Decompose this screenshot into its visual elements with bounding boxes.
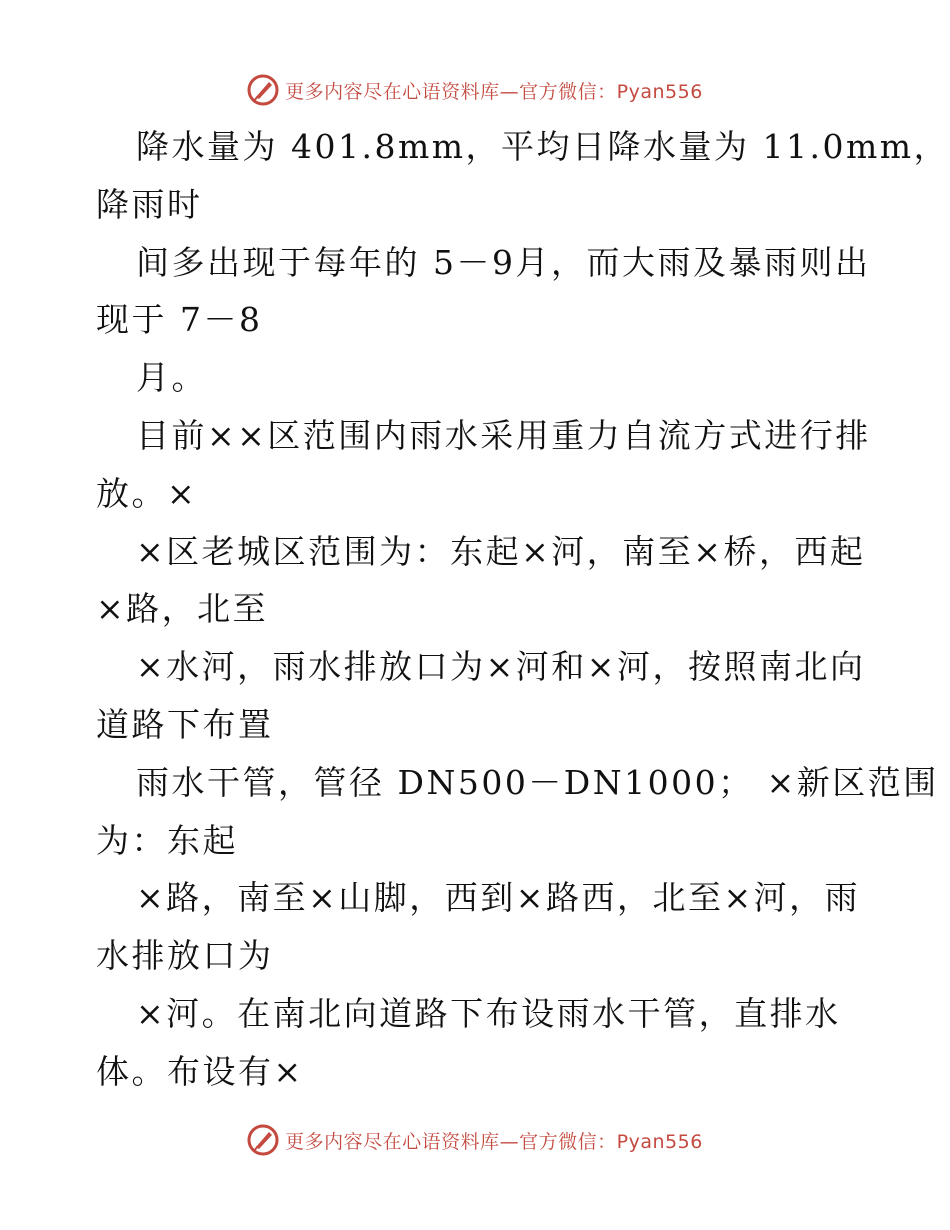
body-line: ×区老城区范围为：东起×河，南至×桥，西起 bbox=[136, 531, 866, 571]
body-line: 水排放口为 bbox=[96, 936, 274, 976]
body-line: 降水量为 401.8mm，平均日降水量为 11.0mm， bbox=[136, 127, 950, 166]
body-line: 体。布设有× bbox=[96, 1051, 304, 1091]
body-line: 现于 7－8 bbox=[96, 300, 263, 340]
footer-banner bbox=[0, 1120, 950, 1160]
body-line: ×河。在南北向道路下布设雨水干管，直排水 bbox=[136, 993, 841, 1033]
body-line: ×路，南至×山脚，西到×路西，北至×河，雨 bbox=[136, 878, 861, 918]
body-line: 为：东起 bbox=[96, 820, 238, 860]
body-line: 降雨时 bbox=[96, 184, 203, 224]
body-line: 月。 bbox=[136, 358, 207, 398]
document-body bbox=[96, 118, 950, 1101]
footer-banner-text: 更多内容尽在心语资料库—官方微信：Pyan556 bbox=[285, 1130, 703, 1153]
body-line: 放。× bbox=[96, 473, 198, 513]
body-line: 间多出现于每年的 5－9月，而大雨及暴雨则出 bbox=[136, 242, 871, 282]
body-line: 道路下布置 bbox=[96, 704, 274, 744]
header-banner bbox=[0, 70, 950, 110]
header-banner-text: 更多内容尽在心语资料库—官方微信：Pyan556 bbox=[285, 80, 703, 103]
body-line: ×水河，雨水排放口为×河和×河，按照南北向 bbox=[136, 647, 866, 687]
quill-pen-logo-icon bbox=[247, 74, 279, 106]
body-line: 目前××区范围内雨水采用重力自流方式进行排 bbox=[136, 415, 871, 455]
quill-pen-logo-icon bbox=[247, 1124, 279, 1156]
body-line: ×路，北至 bbox=[96, 589, 269, 629]
body-line: 雨水干管，管径 DN500－DN1000； ×新区范围 bbox=[136, 762, 939, 802]
